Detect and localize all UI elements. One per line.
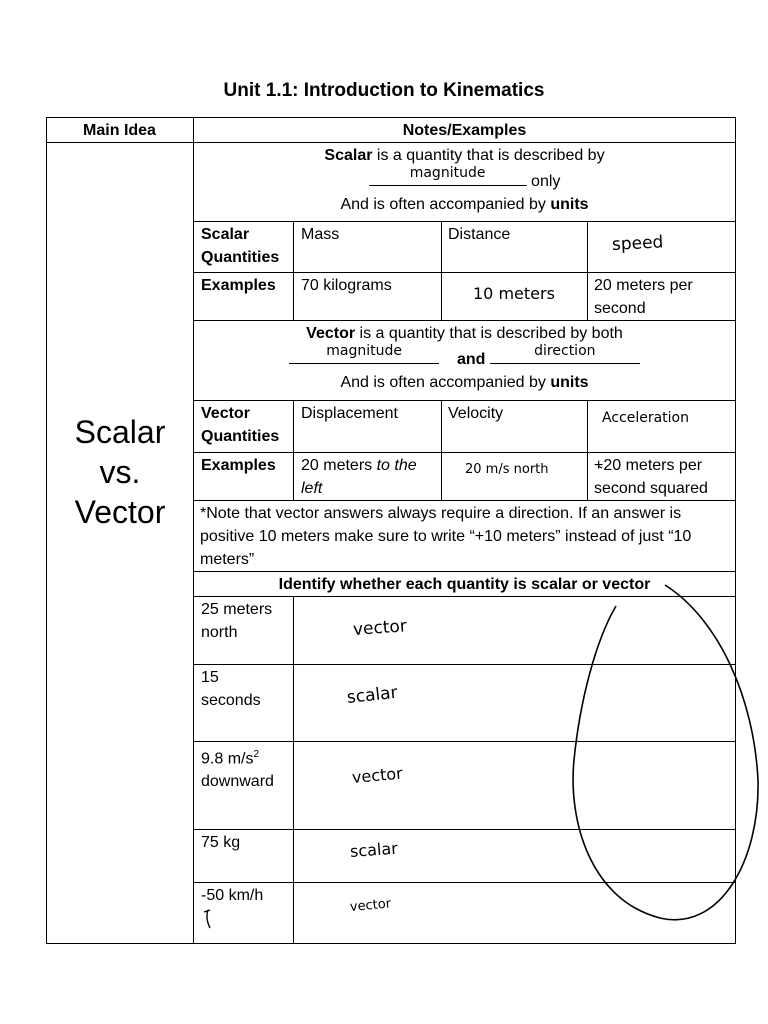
- vector-quantities-label: Vector Quantities: [201, 405, 280, 445]
- header-main-idea: Main Idea: [83, 122, 156, 139]
- vector-examples-label: Examples: [201, 457, 276, 474]
- identify-quantity: 25 meters north: [201, 601, 273, 641]
- handwritten-answer: scalar: [349, 838, 399, 861]
- scalar-quantities-label: Scalar Quantities: [201, 226, 280, 266]
- handwritten-answer: 20 m/s north: [465, 462, 549, 477]
- vector-example-text: 20 meters: [301, 457, 377, 474]
- identify-quantity: -50 km/h: [201, 887, 264, 904]
- note-text: *Note that vector answers always require a direction. If an answer is positive 10 meters make sure to write “+10 meters” instead of just “10 meters”: [200, 505, 692, 568]
- main-idea-line: Scalar: [74, 414, 166, 450]
- scalar-example: 20 meters per second: [594, 277, 693, 317]
- handwritten-answer: speed: [611, 232, 664, 255]
- scalar-only-text: only: [526, 173, 561, 190]
- main-idea-line: vs.: [99, 454, 141, 490]
- header-notes: Notes/Examples: [402, 122, 527, 139]
- main-idea-line: Vector: [74, 494, 166, 530]
- identify-quantity: 15 seconds: [201, 669, 261, 709]
- identify-header: Identify whether each quantity is scalar or vector: [278, 576, 651, 593]
- handwritten-answer: 10 meters: [473, 284, 555, 303]
- scalar-quantity: Mass: [301, 226, 340, 243]
- units-text: And is often accompanied by: [340, 374, 551, 391]
- page-title: Unit 1.1: Introduction to Kinematics: [223, 80, 545, 101]
- scalar-def-text: is a quantity that is described by: [372, 147, 605, 164]
- vector-def-text: is a quantity that is described by both: [355, 325, 623, 342]
- vector-example: +20 meters per second squared: [594, 457, 708, 497]
- units-term: units: [550, 374, 589, 391]
- handwritten-answer: vector: [352, 616, 408, 640]
- vector-example-italic: to the left: [301, 457, 417, 497]
- quantity-text: 9.8 m/s: [201, 750, 254, 768]
- units-term: units: [550, 196, 589, 213]
- units-text: And is often accompanied by: [340, 196, 551, 213]
- handwritten-answer: vector: [351, 763, 404, 787]
- and-text: and: [456, 351, 486, 368]
- scalar-term: Scalar: [324, 147, 373, 164]
- handwritten-answer: magnitude: [409, 165, 486, 181]
- scalar-example: 70 kilograms: [301, 277, 392, 294]
- handwritten-answer: vector: [349, 896, 392, 915]
- scalar-quantity: Distance: [448, 226, 511, 243]
- identify-quantity: 75 kg: [201, 834, 241, 851]
- quantity-text: downward: [201, 773, 274, 791]
- handwritten-answer: scalar: [345, 682, 399, 708]
- vector-quantity: Displacement: [301, 405, 398, 422]
- scalar-examples-label: Examples: [201, 277, 276, 294]
- quantity-superscript: 2: [253, 749, 260, 760]
- vector-term: Vector: [306, 325, 356, 342]
- handwritten-answer: Acceleration: [602, 410, 689, 426]
- handwritten-answer: direction: [534, 343, 596, 359]
- handwritten-answer: magnitude: [326, 343, 403, 359]
- vector-quantity: Velocity: [448, 405, 504, 422]
